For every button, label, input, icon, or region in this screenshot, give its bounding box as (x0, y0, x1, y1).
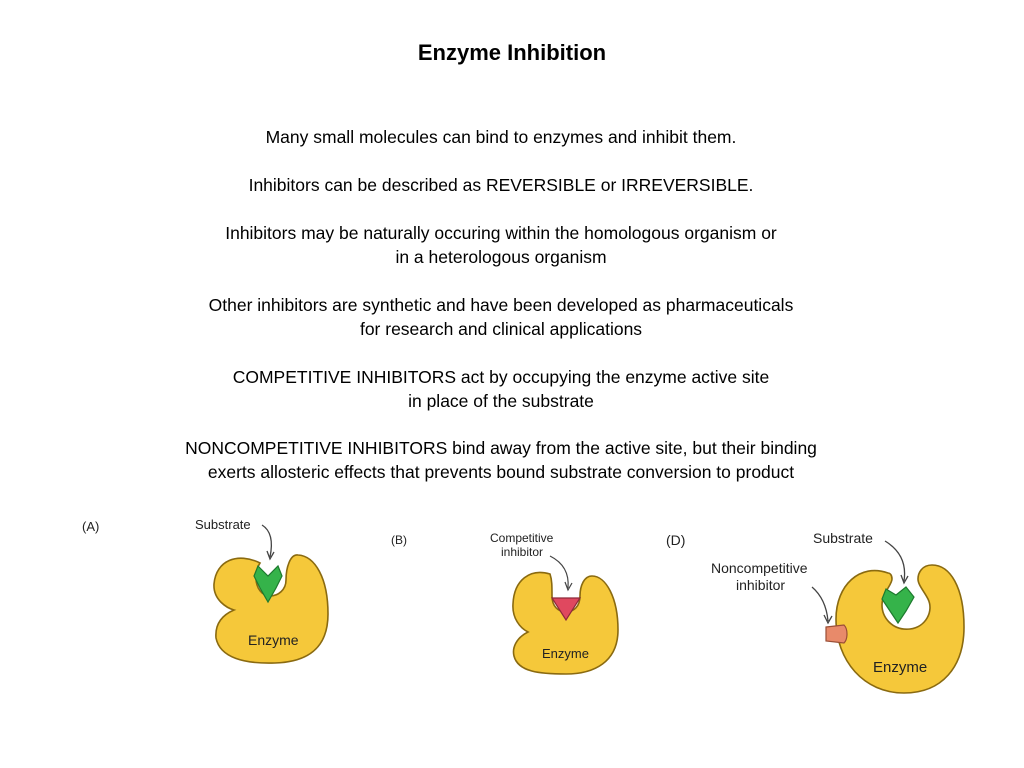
inhibitor-label-line1: Noncompetitive (711, 560, 808, 576)
inhibitor-label-line2: inhibitor (736, 577, 786, 593)
panel-a (70, 508, 350, 678)
substrate-label: Substrate (195, 517, 251, 532)
inhibitor-label-line1: Competitive (490, 531, 554, 545)
panel-a-diagram (70, 508, 350, 678)
page-title: Enzyme Inhibition (417, 40, 607, 65)
substrate-shape (882, 587, 914, 623)
panel-letter-d: (D) (666, 532, 686, 548)
paragraph-1 (0, 125, 1002, 149)
paragraph-line: COMPETITIVE INHIBITORS act by occupying the enzyme active site (232, 367, 770, 387)
panel-d (660, 515, 990, 700)
paragraph-line: for research and clinical applications (359, 319, 643, 339)
panel-letter-a: (A) (82, 519, 100, 534)
inhibitor-label-line2: inhibitor (501, 545, 544, 559)
panel-b (380, 522, 640, 682)
panel-letter-b: (B) (391, 533, 407, 547)
substrate-arrow (262, 525, 271, 557)
paragraph-line: Inhibitors can be described as REVERSIBLE or IRREVERSIBLE. (248, 175, 754, 195)
paragraph-4 (0, 293, 1002, 341)
inhibitor-arrow (812, 587, 828, 621)
paragraph-line: Other inhibitors are synthetic and have been developed as pharmaceuticals (208, 295, 794, 315)
paragraph-line: exerts allosteric effects that prevents bound substrate conversion to product (207, 462, 795, 482)
paragraph-5 (0, 365, 1002, 413)
paragraph-6 (0, 436, 1002, 484)
substrate-label: Substrate (813, 530, 873, 546)
enzyme-label: Enzyme (248, 632, 299, 648)
panel-d-diagram (660, 515, 990, 700)
enzyme-label: Enzyme (542, 646, 589, 661)
paragraph-line: Many small molecules can bind to enzymes and inhibit them. (265, 127, 737, 147)
enzyme-label: Enzyme (873, 659, 928, 676)
paragraph-line: Inhibitors may be naturally occuring within the homologous organism or (225, 223, 777, 243)
paragraph-line: in place of the substrate (408, 391, 594, 411)
paragraph-2 (0, 173, 1002, 197)
paragraph-line: NONCOMPETITIVE INHIBITORS bind away from the active site, but their binding (185, 438, 817, 458)
paragraph-3 (0, 221, 1002, 269)
paragraph-line: in a heterologous organism (395, 247, 607, 267)
panel-b-diagram (380, 522, 640, 682)
noncompetitive-inhibitor-shape (826, 625, 847, 643)
